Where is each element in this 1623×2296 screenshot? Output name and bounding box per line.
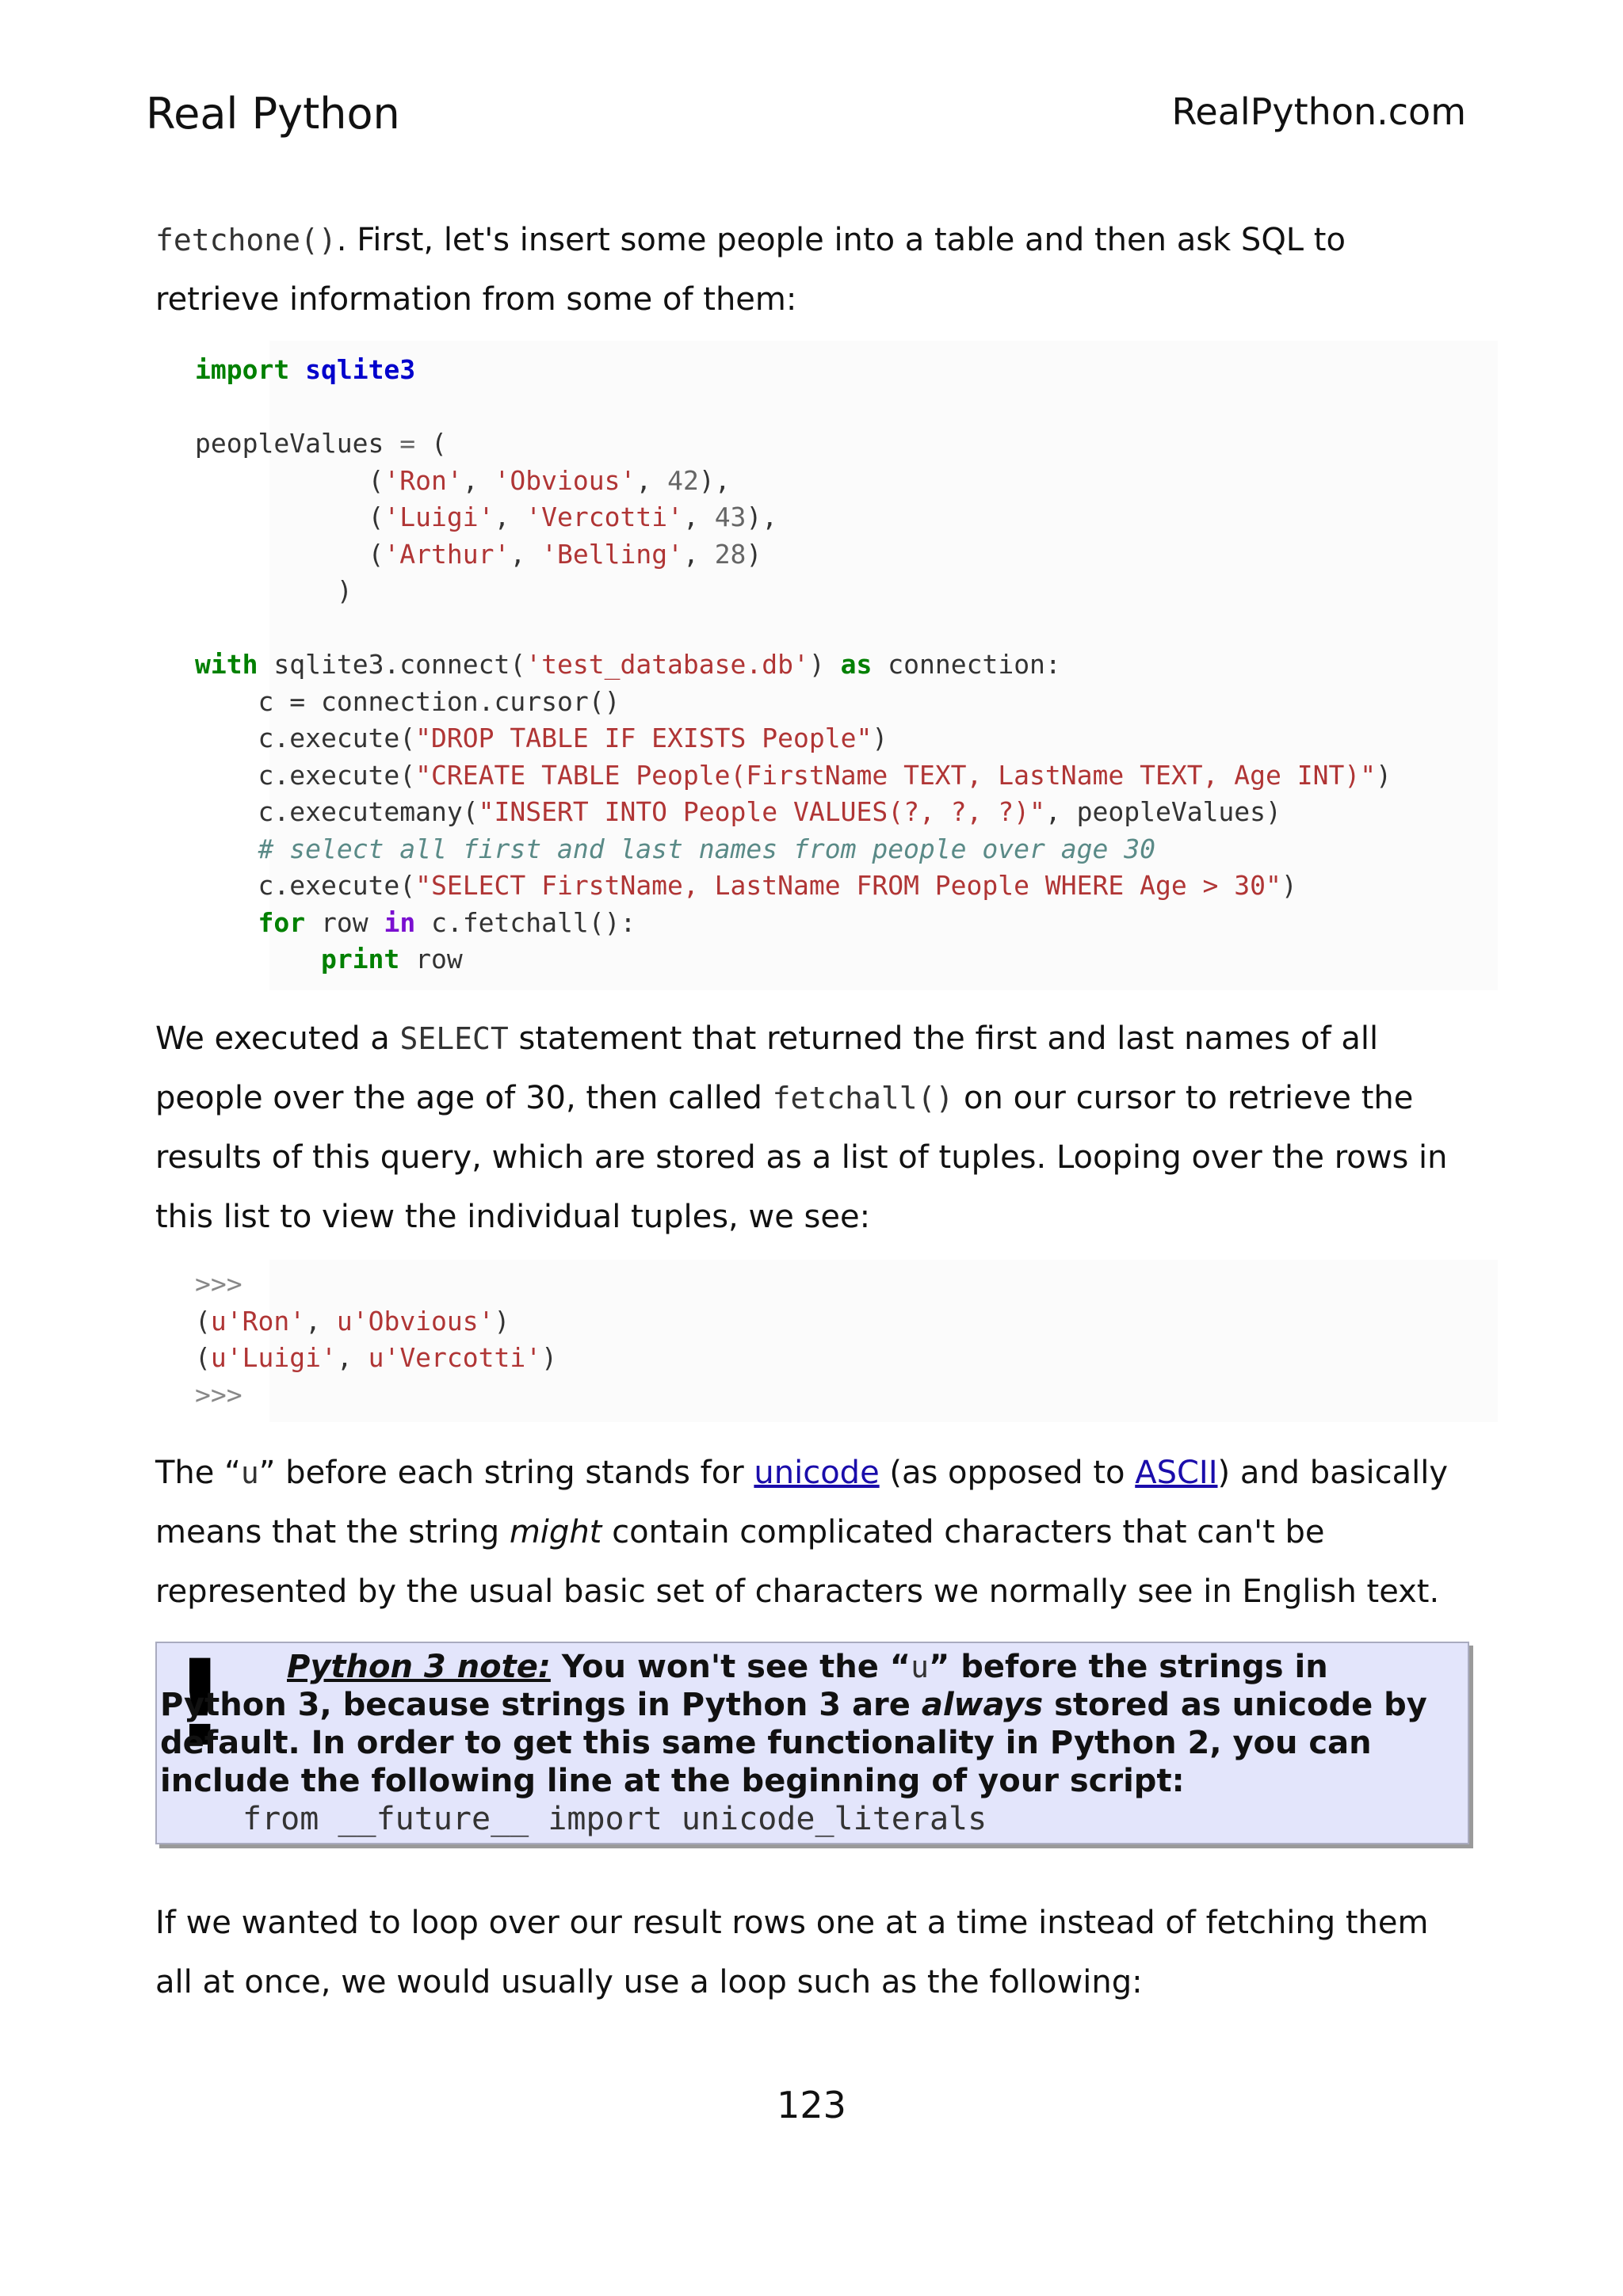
- note-title: Python 3 note:: [287, 1649, 551, 1685]
- paragraph-text: ) and basically means that the string: [155, 1455, 1449, 1550]
- code-keyword: print: [320, 944, 400, 974]
- code-keyword: in: [384, 906, 416, 938]
- code-string: "DROP TABLE IF EXISTS People": [415, 723, 873, 753]
- note-body-text: You won't see the “: [550, 1649, 911, 1685]
- code-string: u'Obvious': [336, 1305, 495, 1337]
- code-string: 'Obvious': [494, 464, 636, 496]
- paragraph-text: The “: [155, 1455, 241, 1491]
- interpreter-prompt: >>>: [195, 1379, 242, 1410]
- code-operator: =: [399, 428, 416, 459]
- book-title: Real Python: [146, 89, 400, 139]
- code-block: import sqlite3 peopleValues = ( ('Ron', 'Obvious', 42), ('Luigi', 'Vercotti', 43), ('Arthur', 'Belling', 28) ) with sqlite3.connect('test_database.db') as connection: c = connection.cursor() c.execute("DROP TABLE IF EXISTS People") c.execute("CREATE TABLE People(FirstName TEXT, LastName TEXT, Age INT)") c.executemany("INSERT INTO People VALUES(?, ?, ?)", peopleValues) # select all first and last names from people over age 30 c.execute("SELECT FirstName, LastName FROM People WHERE Age > 30") for row in c.fetchall(): print row: [195, 354, 1392, 974]
- inline-code: u: [911, 1650, 929, 1684]
- unicode-paragraph: [155, 1444, 1471, 1622]
- code-call: c.execute(: [258, 870, 416, 901]
- code-punct: ): [336, 575, 353, 606]
- code-string: 'Luigi': [384, 502, 495, 532]
- code-string: u'Luigi': [210, 1342, 337, 1373]
- explanation-paragraph: [155, 1009, 1471, 1247]
- site-name: RealPython.com: [1171, 90, 1466, 133]
- emphasis-text: might: [509, 1514, 602, 1550]
- unicode-link[interactable]: unicode: [754, 1455, 880, 1491]
- ascii-link[interactable]: ASCII: [1135, 1455, 1218, 1491]
- code-call: c.execute(: [258, 759, 416, 791]
- note-text: [157, 1635, 1465, 1838]
- code-call: c.fetchall():: [431, 906, 636, 938]
- paragraph-text: statement that returned the first and last names of all people over the age of 30, then called: [155, 1020, 1379, 1116]
- paragraph-text: . First, let's insert some people into a table and then ask SQL to retrieve information from some of them:: [155, 222, 1346, 318]
- code-string: 'Ron': [384, 464, 463, 496]
- code-call: sqlite3.connect(: [273, 649, 526, 680]
- code-string: 'Arthur': [384, 538, 510, 570]
- code-string: u'Ron': [210, 1305, 306, 1337]
- paragraph-text: (as opposed to: [879, 1455, 1136, 1491]
- code-module: sqlite3: [305, 354, 416, 385]
- code-string: "CREATE TABLE People(FirstName TEXT, LastName TEXT, Age INT)": [415, 759, 1377, 791]
- code-string: "SELECT FirstName, LastName FROM People WHERE Age > 30": [415, 870, 1281, 901]
- code-identifier: connection:: [888, 649, 1061, 680]
- page-number: 123: [777, 2084, 846, 2126]
- code-identifier: row: [415, 944, 463, 974]
- code-string: "INSERT INTO People VALUES(?, ?, ?)": [478, 796, 1045, 827]
- code-identifier: row: [320, 906, 369, 938]
- code-identifier: peopleValues: [195, 428, 384, 459]
- code-keyword: for: [258, 906, 306, 938]
- code-keyword: import: [195, 354, 290, 385]
- python3-note-box: [155, 1635, 1469, 1844]
- inline-code: SELECT: [399, 1021, 509, 1056]
- interpreter-prompt: >>>: [195, 1268, 242, 1299]
- code-call: c.executemany(: [258, 796, 479, 827]
- code-string: 'Belling': [541, 538, 683, 570]
- exclamation-icon: !: [173, 1635, 227, 1773]
- code-string: u'Vercotti': [368, 1342, 542, 1373]
- paragraph-text: We executed a: [155, 1020, 400, 1057]
- code-number: 42: [667, 464, 699, 496]
- code-line: c = connection.cursor(): [258, 685, 621, 717]
- code-number: 28: [714, 538, 747, 570]
- paragraph-text: on our cursor to retrieve the results of this query, which are stored as a list of tuples. Looping over the rows in this list to view the individual tuples, we see:: [155, 1080, 1448, 1235]
- paragraph-text: ” before each string stands for: [258, 1455, 754, 1491]
- output-block: >>> (u'Ron', u'Obvious') (u'Luigi', u'Vercotti') >>>: [195, 1268, 557, 1410]
- code-keyword: with: [195, 649, 258, 680]
- code-number: 43: [714, 502, 747, 532]
- inline-code: fetchone(): [155, 223, 337, 257]
- code-string: 'Vercotti': [525, 502, 683, 532]
- paragraph-text: contain complicated characters that can't be represented by the usual basic set of characters we normally see in English text.: [155, 1514, 1440, 1610]
- loop-paragraph: If we wanted to loop over our result rows one at a time instead of fetching them all at once, we would usually use a loop such as the following:: [155, 1905, 1429, 2000]
- emphasis-text: always: [921, 1687, 1044, 1723]
- code-call: c.execute(: [258, 723, 416, 753]
- intro-paragraph: [155, 211, 1471, 330]
- note-code-line: from __future__ import unicode_literals: [242, 1801, 987, 1837]
- code-comment: # select all first and last names from people over age 30: [258, 833, 1155, 864]
- code-punct: (: [431, 428, 447, 459]
- note-body-text: ” before the strings in Python 3, because strings in Python 3 are: [160, 1649, 1328, 1723]
- code-keyword: as: [840, 649, 873, 680]
- inline-code: fetchall(): [772, 1081, 954, 1116]
- inline-code: u: [240, 1455, 259, 1490]
- code-string: 'test_database.db': [525, 649, 809, 680]
- code-call: , peopleValues): [1044, 796, 1281, 827]
- note-body-text: stored as unicode by default. In order to get this same functionality in Python 2, you can include the following line at the beginning of your script:: [160, 1687, 1427, 1799]
